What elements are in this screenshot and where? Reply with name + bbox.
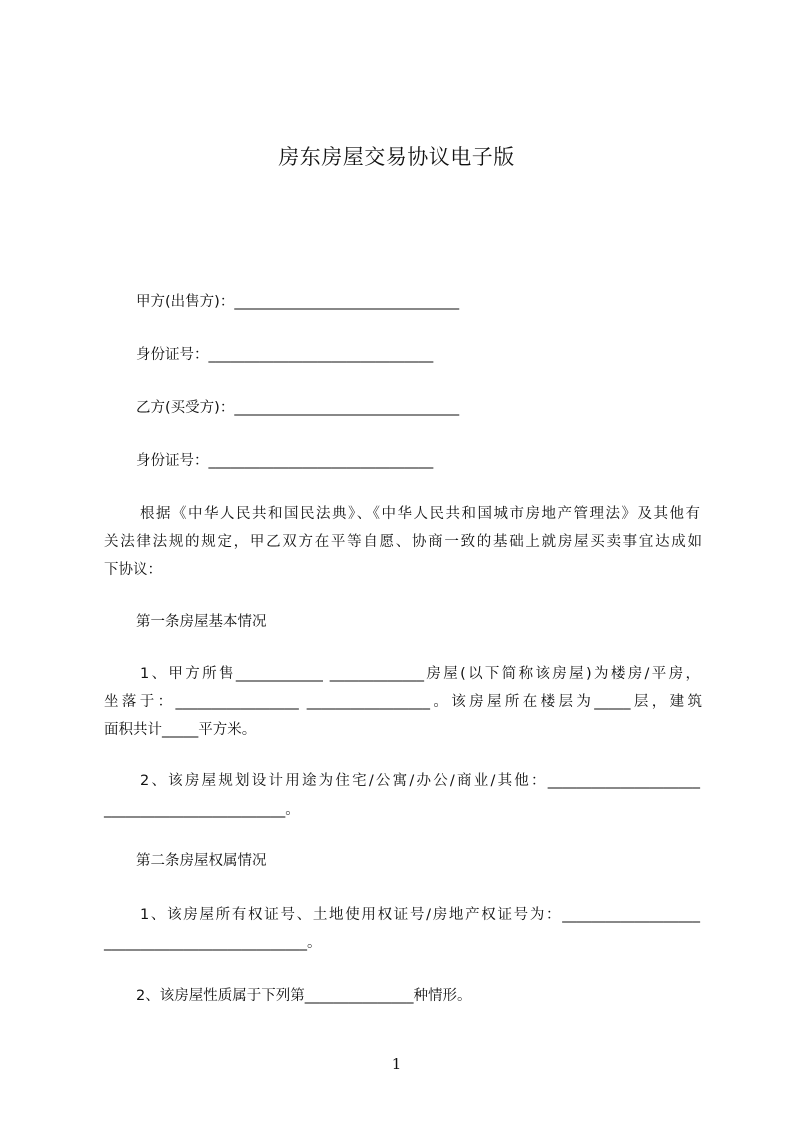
page-number: 1: [391, 1055, 402, 1073]
preamble-line-1: 根据《中华人民共和国民法典》、《中华人民共和国城市房地产管理法》及其他有: [140, 506, 700, 522]
party-b-id-line: 身份证号：_______________________________: [136, 453, 434, 469]
article-2-clause-1-line-1: 1、该房屋所有权证号、土地使用权证号/房地产权证号为：___________________: [140, 907, 700, 923]
article-1-clause-1-line-1: 1、甲方所售____________ _____________房屋(以下简称该房屋)为楼房/平房，: [140, 666, 700, 682]
article-2-heading: 第二条房屋权属情况: [136, 853, 267, 869]
article-2-clause-1-line-2: ____________________________。: [104, 935, 322, 951]
article-1-clause-2-line-1: 2、该房屋规划设计用途为住宅/公寓/办公/商业/其他：_____________________: [140, 773, 700, 789]
article-1-clause-1-line-2: 坐落于：_________________ _________________。该房屋所在楼层为_____层，建筑: [104, 694, 702, 710]
article-1-clause-1-line-3: 面积共计_____平方米。: [104, 722, 257, 738]
party-b-line: 乙方(买受方)：_______________________________: [136, 400, 460, 416]
article-1-heading: 第一条房屋基本情况: [136, 614, 267, 630]
party-a-line: 甲方(出售方)：_______________________________: [136, 294, 460, 310]
party-a-id-line: 身份证号：_______________________________: [136, 347, 434, 363]
document-title: 房东房屋交易协议电子版: [278, 145, 515, 169]
preamble-line-2: 关法律法规的规定，甲乙双方在平等自愿、协商一致的基础上就房屋买卖事宜达成如: [104, 534, 702, 550]
preamble-line-3: 下协议：: [104, 562, 162, 578]
article-1-clause-2-line-2: _________________________。: [104, 802, 300, 818]
article-2-clause-2-line-1: 2、该房屋性质属于下列第_______________种情形。: [136, 988, 472, 1004]
